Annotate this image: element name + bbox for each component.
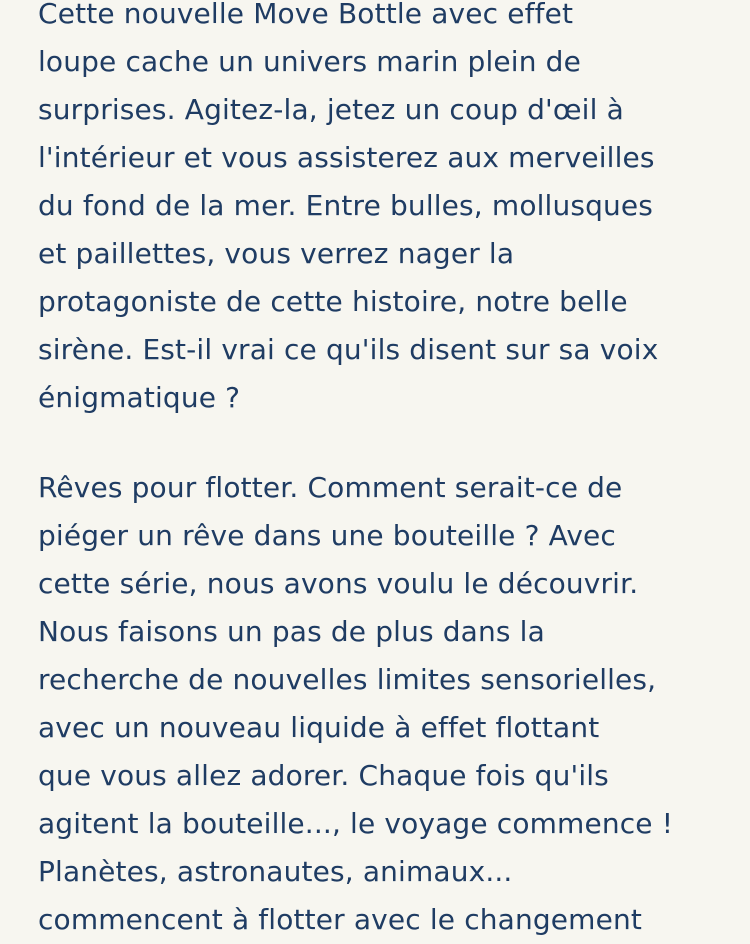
text-line: commencent à flotter avec le changement xyxy=(38,903,642,936)
text-line: Planètes, astronautes, animaux... xyxy=(38,855,513,888)
text-line: surprises. Agitez-la, jetez un coup d'œil à xyxy=(38,93,624,126)
text-line: et paillettes, vous verrez nager la xyxy=(38,237,515,270)
text-line: énigmatique ? xyxy=(38,381,241,414)
text-line: que vous allez adorer. Chaque fois qu'ils xyxy=(38,759,609,792)
text-line: protagoniste de cette histoire, notre belle xyxy=(38,285,628,318)
text-line: du fond de la mer. Entre bulles, mollusques xyxy=(38,189,654,222)
text-line: Cette nouvelle Move Bottle avec effet xyxy=(38,0,574,30)
description-paragraph-1 xyxy=(38,0,738,422)
text-line: recherche de nouvelles limites sensorielles, xyxy=(38,663,657,696)
text-line: l'intérieur et vous assisterez aux merveilles xyxy=(38,141,655,174)
text-line: piéger un rêve dans une bouteille ? Avec xyxy=(38,519,616,552)
text-line: agitent la bouteille..., le voyage commence ! xyxy=(38,807,674,840)
text-line: loupe cache un univers marin plein de xyxy=(38,45,581,78)
text-line: Rêves pour flotter. Comment serait-ce de xyxy=(38,471,623,504)
product-description xyxy=(38,0,738,944)
text-line: cette série, nous avons voulu le découvrir. xyxy=(38,567,639,600)
description-paragraph-2 xyxy=(38,464,738,944)
text-line: avec un nouveau liquide à effet flottant xyxy=(38,711,600,744)
text-line: sirène. Est-il vrai ce qu'ils disent sur sa voix xyxy=(38,333,659,366)
text-line: Nous faisons un pas de plus dans la xyxy=(38,615,545,648)
